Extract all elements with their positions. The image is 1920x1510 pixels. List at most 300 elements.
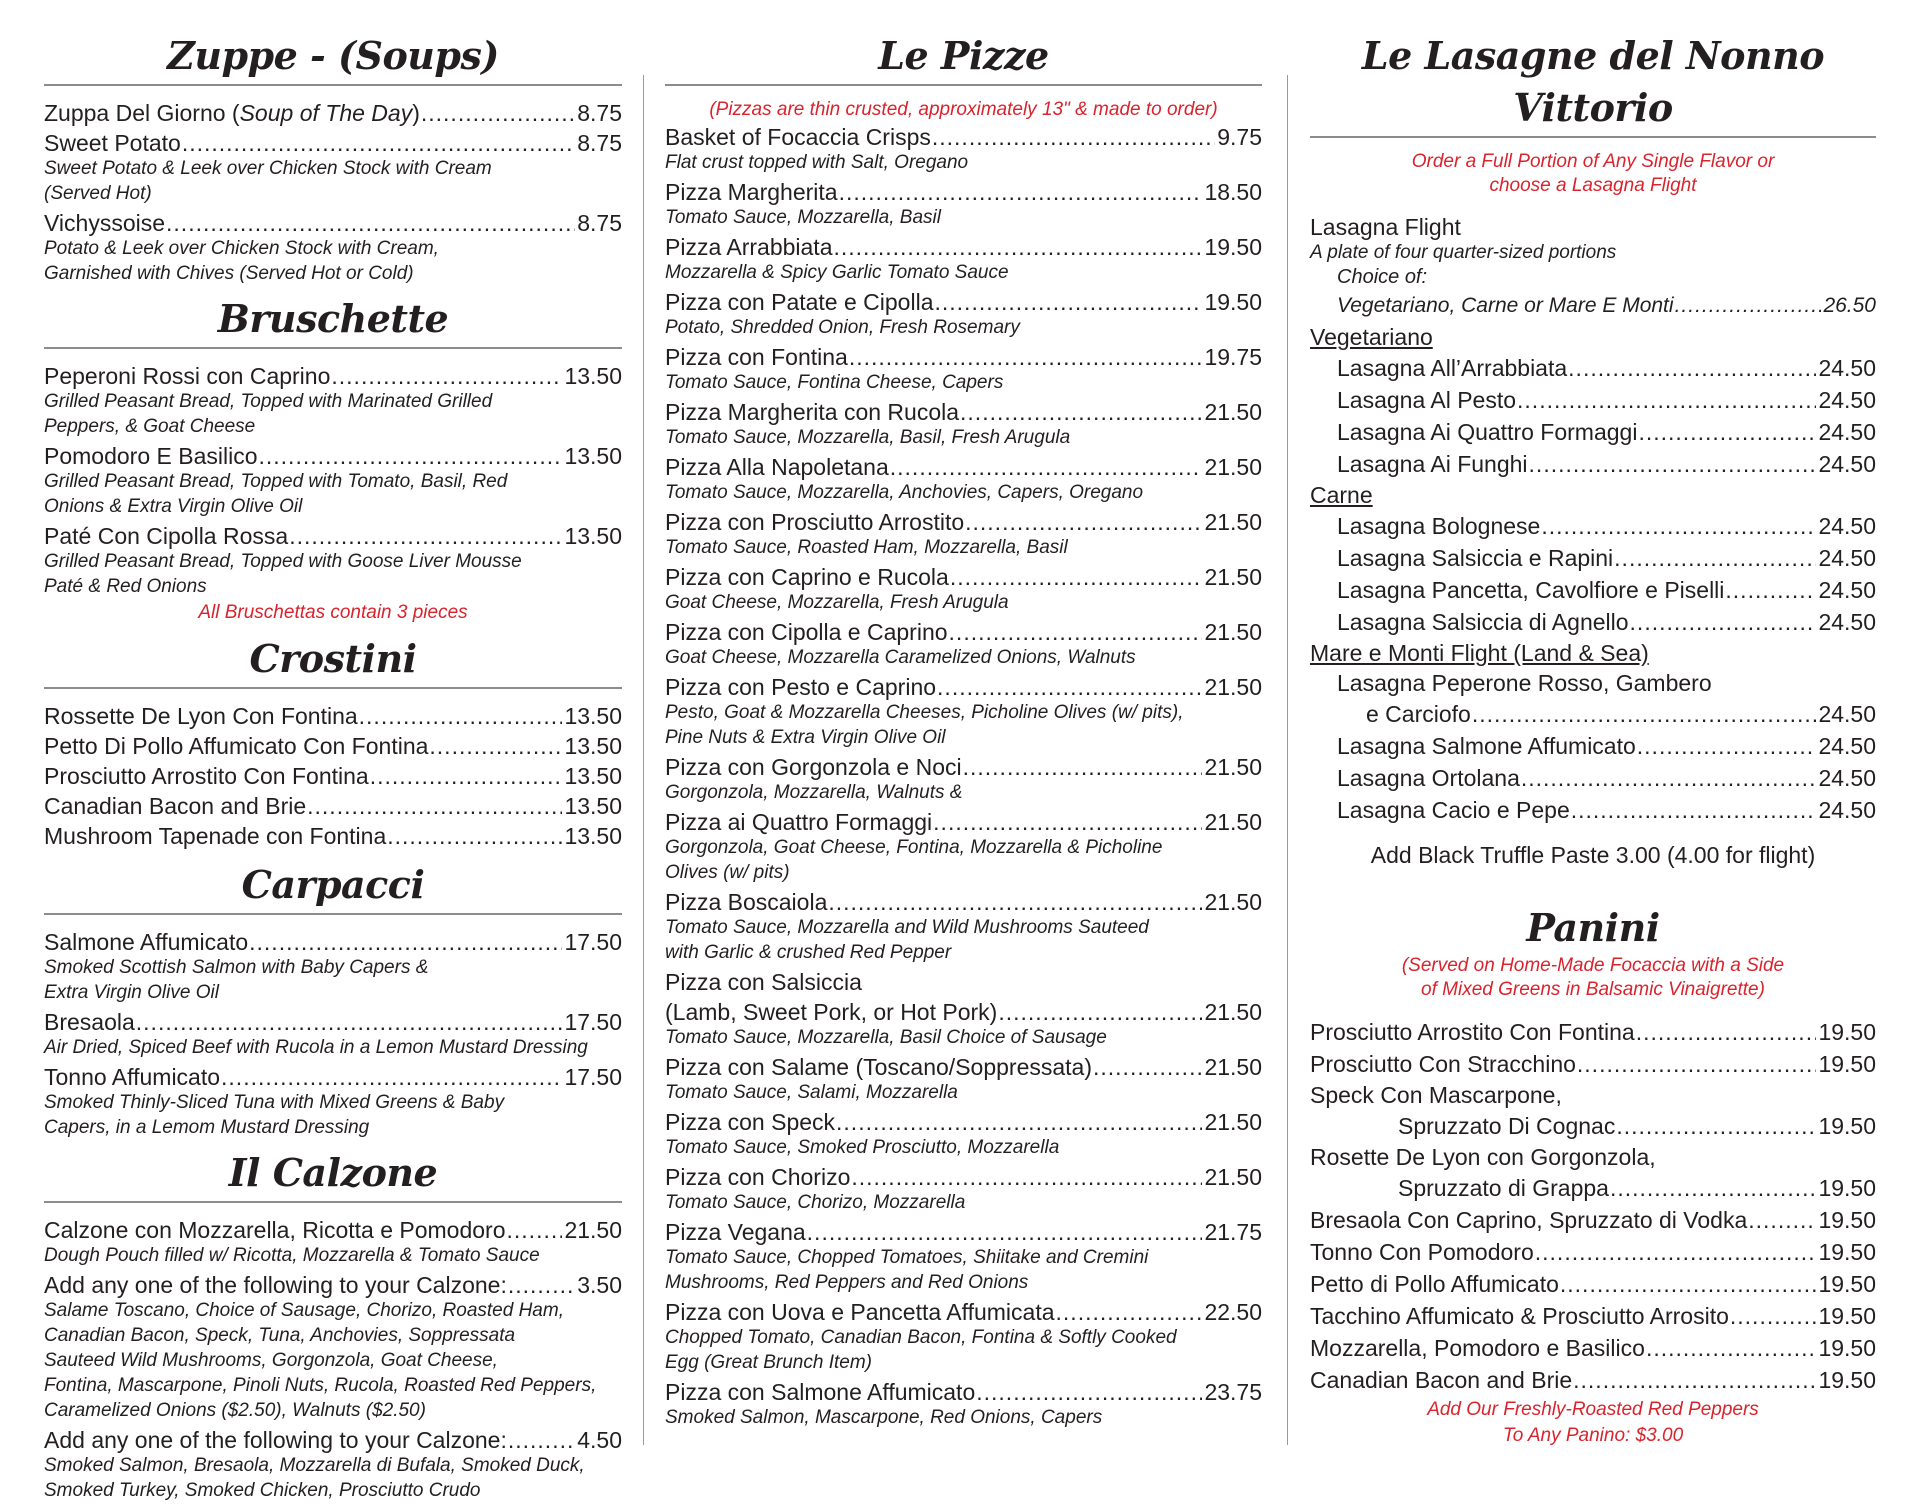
item-description: Sweet Potato & Leek over Chicken Stock with Cream [44,158,492,179]
item-name-text: Rossette De Lyon Con Fontina [44,703,358,729]
menu-item [1310,574,1876,606]
item-price: 21.50 [1204,454,1262,480]
item-description: Smoked Scottish Salmon with Baby Capers & [44,957,429,978]
menu-item [665,1162,1262,1192]
menu-item [1310,290,1876,322]
leader-dots [387,821,562,851]
item-name-text: Tonno Con Pomodoro [1310,1239,1534,1265]
item-description: Tomato Sauce, Mozzarella, Basil Choice of Sausage [665,1027,1107,1048]
item-price: 19.50 [1818,1271,1876,1297]
leader-dots [828,887,1202,917]
leader-dots [1535,1236,1817,1268]
menu-item [665,1107,1262,1137]
leader-dots [1577,1048,1817,1080]
item-price: 13.50 [564,523,622,549]
menu-item [44,731,622,761]
item-description: Tomato Sauce, Chopped Tomatoes, Shiitake and Cremini [665,1247,1149,1268]
item-name-text: Tonno Affumicato [44,1064,221,1090]
menu-item [665,807,1262,837]
item-name-text: Sweet Potato [44,130,181,156]
menu-item [44,441,622,471]
item-name-text: Pizza con Cipolla e Caprino [665,619,948,645]
section-rule [44,1201,622,1203]
item-price: 21.50 [1204,999,1262,1025]
item-name-text: Pizza con Fontina [665,344,848,370]
item-name [1366,698,1471,730]
item-price: 13.50 [564,823,622,849]
item-name [1337,574,1724,606]
item-description: Sauteed Wild Mushrooms, Gorgonzola, Goat Cheese, [44,1350,498,1371]
item-name [1310,1364,1572,1396]
item-name [665,1052,1092,1082]
item-name-text: Basket of Focaccia Crisps [665,124,931,150]
menu-text-line: Lasagna Peperone Rosso, Gambero [1337,670,1712,696]
menu-text-line: Add Black Truffle Paste 3.00 (4.00 for flight) [1370,842,1816,868]
section-footnote: All Bruschettas contain 3 pieces [198,602,468,623]
menu-item [44,1007,622,1037]
menu-item [44,98,622,128]
item-price: 19.50 [1204,234,1262,260]
item-name [1337,448,1528,480]
leader-dots [960,397,1202,427]
menu-text-line: Lasagna Flight [1310,214,1461,240]
item-price: 13.50 [564,703,622,729]
item-name-text: Pizza Margherita con Rucola [665,399,960,425]
leader-dots [429,731,562,761]
menu-item [1310,448,1876,480]
item-price: 21.50 [1204,809,1262,835]
menu-item [1310,762,1876,794]
item-name [1310,1268,1559,1300]
item-price: 21.50 [1204,1109,1262,1135]
item-price: 21.50 [564,1217,622,1243]
menu-item [665,887,1262,917]
item-description: Tomato Sauce, Mozzarella, Anchovies, Capers, Oregano [665,482,1144,503]
menu-column [1310,30,1876,1456]
menu-text-line: Choice of: [1337,266,1428,288]
leader-dots [1614,542,1816,574]
item-name [665,342,848,372]
item-description: Smoked Salmon, Mascarpone, Red Onions, Capers [665,1407,1103,1428]
item-description: Smoked Thinly-Sliced Tuna with Mixed Greens & Baby [44,1092,505,1113]
item-name [1337,510,1540,542]
menu-item [665,122,1262,152]
menu-item [44,1062,622,1092]
item-price: 21.50 [1204,1054,1262,1080]
section-note: Order a Full Portion of Any Single Flavor or [1411,151,1775,172]
section-footnote: Add Our Freshly-Roasted Red Peppers [1427,1399,1759,1420]
column-divider [1287,75,1288,1445]
item-name-text: Mozzarella, Pomodoro e Basilico [1310,1335,1645,1361]
section-title: Le Pizze [878,33,1049,78]
item-name-text: Pizza con Chorizo [665,1164,851,1190]
item-price: 21.50 [1204,399,1262,425]
menu-item [665,177,1262,207]
item-name [44,1425,507,1455]
section-title: Crostini [249,636,417,681]
item-price: 13.50 [564,443,622,469]
menu-item [1310,1364,1876,1396]
item-name [44,1270,507,1300]
menu-column [44,30,622,1510]
item-description: Mushrooms, Red Peppers and Red Onions [665,1272,1029,1293]
item-name-text: Pizza Boscaiola [665,889,828,915]
leader-dots [1638,416,1816,448]
item-name-text: Tacchino Affumicato & Prosciutto Arrosito [1310,1303,1729,1329]
item-description: Tomato Sauce, Mozzarella and Wild Mushrooms Sauteed [665,917,1149,938]
item-name [1337,606,1629,638]
item-price: 21.50 [1204,754,1262,780]
section-note: choose a Lasagna Flight [1489,175,1697,196]
item-price: 4.50 [577,1427,622,1453]
item-name [665,1217,806,1247]
leader-dots [998,997,1202,1027]
leader-dots [307,791,562,821]
item-name-text: Salmone Affumicato [44,929,249,955]
menu-item [665,752,1262,782]
item-name-text: Pizza con Gorgonzola e Noci [665,754,962,780]
menu-item [44,521,622,551]
section-rule [1310,136,1876,138]
item-name [44,927,248,957]
menu-section [665,30,1262,1429]
leader-dots [221,1062,562,1092]
menu-item [1310,1300,1876,1332]
spacer [1310,878,1876,902]
menu-item [1310,1048,1876,1080]
item-description: Potato & Leek over Chicken Stock with Cream, [44,238,439,259]
item-price: 19.50 [1818,1207,1876,1233]
item-name-text: Bresaola Con Caprino, Spruzzato di Vodka [1310,1207,1748,1233]
item-name-text: Lasagna Cacio e Pepe [1337,797,1570,823]
item-name-text: Prosciutto Con Stracchino [1310,1051,1576,1077]
item-name [1337,730,1636,762]
item-name [665,287,934,317]
item-description: Grilled Peasant Bread, Topped with Tomato, Basil, Red [44,471,508,492]
leader-dots [1568,352,1816,384]
item-price: 24.50 [1818,577,1876,603]
item-description: Tomato Sauce, Smoked Prosciutto, Mozzarella [665,1137,1060,1158]
section-title: Il Calzone [228,1150,438,1195]
menu-text-line: Pizza con Salsiccia [665,969,862,995]
item-name-text: Paté Con Cipolla Rossa [44,523,289,549]
section-title: Le Lasagne del Nonno Vittorio [1361,33,1825,130]
item-description: Extra Virgin Olive Oil [44,982,219,1003]
menu-item [1310,1332,1876,1364]
item-description: Pine Nuts & Extra Virgin Olive Oil [665,727,946,748]
leader-dots [1730,1300,1817,1332]
item-price: 24.50 [1818,513,1876,539]
menu-item [44,821,622,851]
leader-dots [933,807,1202,837]
menu-item [1310,606,1876,638]
leader-dots [949,617,1203,647]
item-name [44,701,358,731]
menu-item [44,761,622,791]
menu-section [1310,878,1876,1448]
item-name [665,452,889,482]
item-description: Tomato Sauce, Roasted Ham, Mozzarella, Basil [665,537,1068,558]
item-price: 24.50 [1818,355,1876,381]
leader-dots [1630,606,1817,638]
menu-item [665,997,1262,1027]
item-name-text: Canadian Bacon and Brie [44,793,307,819]
leader-dots [1636,1016,1817,1048]
leader-dots [1748,1204,1816,1236]
item-description: Smoked Turkey, Smoked Chicken, Prosciutto Crudo [44,1480,481,1501]
leader-dots [1529,448,1817,480]
item-name-text: Petto Di Pollo Affumicato Con Fontina [44,733,429,759]
item-name [665,122,931,152]
leader-dots [807,1217,1203,1247]
item-name-text: Prosciutto Arrostito Con Fontina [1310,1019,1635,1045]
item-description: Tomato Sauce, Mozzarella, Basil [665,207,941,228]
item-name [1337,794,1570,826]
item-price: 22.50 [1204,1299,1262,1325]
menu-item [1310,510,1876,542]
menu-item [665,1217,1262,1247]
leader-dots [839,177,1203,207]
item-name [44,1215,506,1245]
leader-dots [833,232,1202,262]
menu-item [1310,1204,1876,1236]
item-name-text: Pizza Vegana [665,1219,806,1245]
item-description: Egg (Great Brunch Item) [665,1352,872,1373]
item-name-text: Lasagna Salsiccia di Agnello [1337,609,1629,635]
leader-dots [1646,1332,1817,1364]
leader-dots [508,1425,575,1455]
item-name [44,128,181,158]
leader-dots [1610,1172,1816,1204]
item-name-text: Lasagna Bolognese [1337,513,1541,539]
item-price: 19.50 [1818,1335,1876,1361]
item-description: Olives (w/ pits) [665,862,790,883]
item-name-text: Pomodoro E Basilico [44,443,258,469]
item-name-text: Calzone con Mozzarella, Ricotta e Pomodoro [44,1217,506,1243]
leader-dots [1472,698,1817,730]
spacer [1310,1002,1876,1016]
menu-item [665,1297,1262,1327]
menu-item [44,208,622,238]
item-name-text: e Carciofo [1366,701,1471,727]
leader-dots [508,1270,575,1300]
leader-dots [1560,1268,1817,1300]
menu-column [665,30,1262,1437]
item-price: 19.50 [1818,1051,1876,1077]
item-price: 17.50 [564,1009,622,1035]
item-description: Tomato Sauce, Salami, Mozzarella [665,1082,958,1103]
section-note: (Served on Home-Made Focaccia with a Side [1401,955,1785,976]
item-price: 19.50 [1204,289,1262,315]
section-rule [44,913,622,915]
menu-item [1310,1268,1876,1300]
item-name [665,1377,975,1407]
item-price: 18.50 [1204,179,1262,205]
leader-dots [1637,730,1817,762]
leader-dots [965,507,1202,537]
item-description: with Garlic & crushed Red Pepper [665,942,952,963]
menu-item [1310,352,1876,384]
item-description: Pesto, Goat & Mozzarella Cheeses, Picholine Olives (w/ pits), [665,702,1184,723]
item-price: 8.75 [577,130,622,156]
menu-item [1310,1236,1876,1268]
item-name-text: Lasagna Ai Quattro Formaggi [1337,419,1638,445]
leader-dots [937,672,1202,702]
item-name [665,807,932,837]
item-price: 21.50 [1204,619,1262,645]
menu-item [44,1215,622,1245]
item-price: 17.50 [564,1064,622,1090]
section-note: (Pizzas are thin crusted, approximately 13" & made to order) [709,99,1218,120]
item-name [44,521,288,551]
item-name [665,1162,850,1192]
menu-item [44,128,622,158]
menu-item [665,342,1262,372]
item-name-text: Pizza ai Quattro Formaggi [665,809,933,835]
menu-section [44,1147,622,1502]
leader-dots [976,1377,1202,1407]
item-name [1398,1172,1609,1204]
item-name [1337,384,1516,416]
menu-item [665,1377,1262,1407]
item-name [1310,1016,1635,1048]
menu-item [1310,794,1876,826]
menu-section [44,633,622,851]
menu-item [665,452,1262,482]
item-name-text: (Lamb, Sweet Pork, or Hot Pork) [665,999,998,1025]
section-rule [44,347,622,349]
item-name-text: Pizza con Patate e Cipolla [665,289,934,315]
leader-dots [963,752,1203,782]
item-name [665,507,964,537]
item-name [44,821,386,851]
item-name [44,1062,220,1092]
section-rule [44,687,622,689]
item-price: 13.50 [564,793,622,819]
item-name-text: Pizza con Salame (Toscano/Soppressata) [665,1054,1092,1080]
item-price: 19.50 [1818,1175,1876,1201]
item-name-text: Vichyssoise [44,210,166,236]
menu-text-line: Speck Con Mascarpone, [1310,1082,1562,1108]
item-description: Tomato Sauce, Fontina Cheese, Capers [665,372,1004,393]
item-name [1337,542,1613,574]
leader-dots [1675,290,1822,322]
section-footnote: To Any Panino: $3.00 [1502,1425,1684,1446]
item-price: 24.50 [1818,701,1876,727]
item-name-text: Pizza con Uova e Pancetta Affumicata [665,1299,1055,1325]
item-description: Peppers, & Goat Cheese [44,416,256,437]
menu-item [1310,384,1876,416]
item-name [665,232,832,262]
item-name [665,562,949,592]
item-name-text: Pizza con Speck [665,1109,836,1135]
item-name [44,1007,135,1037]
item-price: 13.50 [564,733,622,759]
item-name [665,887,827,917]
item-name-text: Lasagna Pancetta, Cavolfiore e Piselli [1337,577,1725,603]
leader-dots [932,122,1215,152]
item-description: Onions & Extra Virgin Olive Oil [44,496,303,517]
menu-item [1310,416,1876,448]
item-price: 24.50 [1818,797,1876,823]
leader-dots [935,287,1203,317]
item-description: Goat Cheese, Mozzarella, Fresh Arugula [665,592,1009,613]
item-description: Air Dried, Spiced Beef with Rucola in a Lemon Mustard Dressing [44,1037,588,1058]
item-description: Flat crust topped with Salt, Oregano [665,152,969,173]
item-description: Grilled Peasant Bread, Topped with Goose Liver Mousse [44,551,522,572]
item-name-text: Pizza con Prosciutto Arrostito [665,509,965,535]
menu-item [665,1052,1262,1082]
item-name-text: Canadian Bacon and Brie [1310,1367,1573,1393]
item-name-text: Lasagna Al Pesto [1337,387,1517,413]
item-name [44,761,369,791]
item-name-text: Lasagna All’Arrabbiata [1337,355,1568,381]
item-price: 19.75 [1204,344,1262,370]
item-name [665,1107,835,1137]
menu-item [1310,1110,1876,1142]
menu-text-line: Carne [1310,482,1373,508]
item-price: 21.50 [1204,509,1262,535]
section-note: of Mixed Greens in Balsamic Vinaigrette) [1421,979,1765,1000]
item-price: 3.50 [577,1272,622,1298]
leader-dots [1571,794,1817,826]
item-description: Chopped Tomato, Canadian Bacon, Fontina & Softly Cooked [665,1327,1177,1348]
item-description: Salame Toscano, Choice of Sausage, Chorizo, Roasted Ham, [44,1300,564,1321]
menu-item [44,791,622,821]
section-rule [665,84,1262,86]
leader-dots [359,701,563,731]
item-price: 17.50 [564,929,622,955]
item-name [1310,1300,1729,1332]
item-name [1310,1332,1645,1364]
menu-item [44,1270,622,1300]
item-name-italic: Soup of The Day [239,100,413,126]
leader-dots [1725,574,1816,606]
leader-dots [249,927,562,957]
item-name [1337,290,1674,322]
item-name-text: Lasagna Ortolana [1337,765,1520,791]
menu-text-line: Rosette De Lyon con Gorgonzola, [1310,1144,1656,1170]
item-name-text: Lasagna Ai Funghi [1337,451,1528,477]
item-name [1398,1110,1615,1142]
menu-section [44,30,622,285]
leader-dots [507,1215,563,1245]
item-name-text: Spruzzato di Grappa [1398,1175,1609,1201]
item-description: Garnished with Chives (Served Hot or Cold) [44,263,414,284]
item-description: Capers, in a Lemom Mustard Dressing [44,1117,370,1138]
item-price: 23.75 [1204,1379,1262,1405]
item-name-text: Prosciutto Arrostito Con Fontina [44,763,369,789]
menu-item [44,701,622,731]
menu-item [1310,1172,1876,1204]
leader-dots [259,441,563,471]
menu-text-line: A plate of four quarter-sized portions [1310,242,1617,263]
leader-dots [1616,1110,1816,1142]
menu-item [44,927,622,957]
menu-item [665,287,1262,317]
item-price: 24.50 [1818,609,1876,635]
item-price: 24.50 [1818,419,1876,445]
item-price: 19.50 [1818,1367,1876,1393]
menu-text-line: Mare e Monti Flight (Land & Sea) [1310,640,1649,666]
item-name-text: Bresaola [44,1009,135,1035]
item-name-text: Pizza Arrabbiata [665,234,833,260]
item-name-text: Peperoni Rossi con Caprino [44,363,331,389]
item-description: Smoked Salmon, Bresaola, Mozzarella di Bufala, Smoked Duck, [44,1455,585,1476]
item-name-text: Add any one of the following to your Calzone: [44,1427,507,1453]
item-name [44,731,428,761]
leader-dots [950,562,1203,592]
